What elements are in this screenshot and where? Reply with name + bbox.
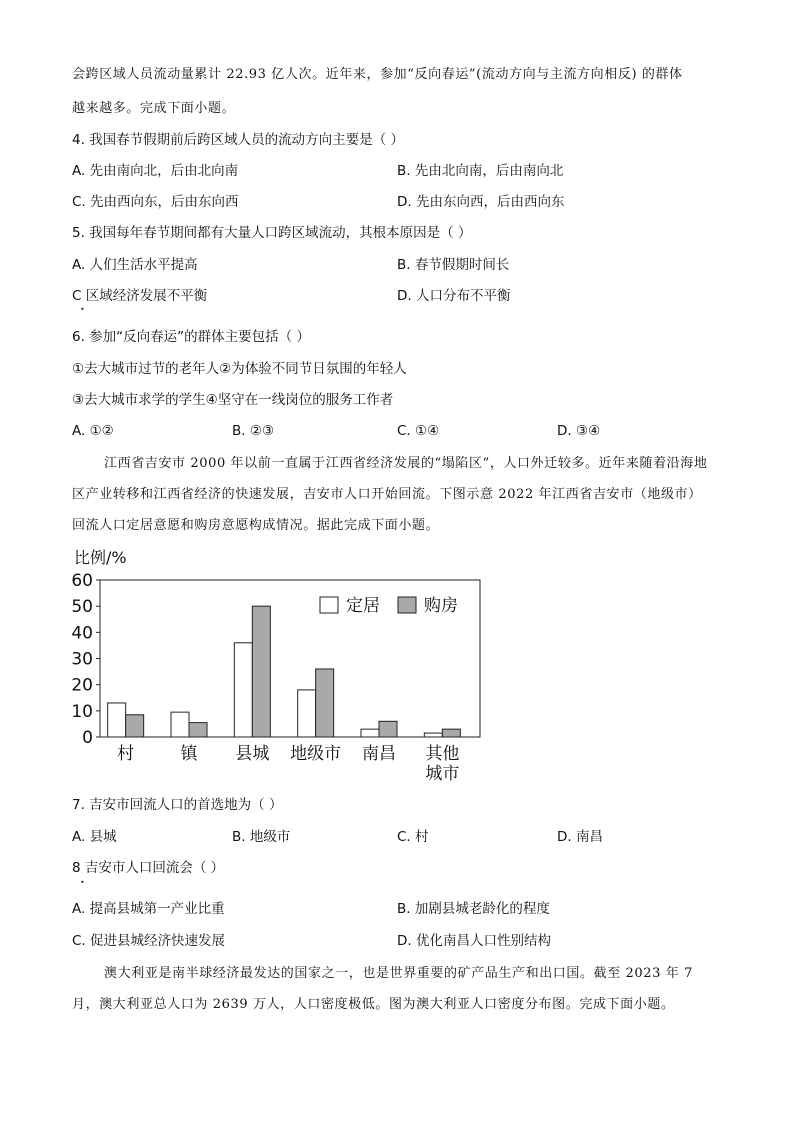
bar-series-1-3 [298, 690, 316, 737]
y-tick-label: 0 [82, 728, 93, 748]
q8-option-d[interactable]: D. 优化南昌人口性别结构 [397, 933, 551, 949]
q4-option-b[interactable]: B. 先由北向南，后由南向北 [397, 163, 564, 179]
q8-option-a[interactable]: A. 提高县城第一产业比重 [72, 901, 225, 917]
passage3-line-1: 澳大利亚是南半球经济最发达的国家之一，也是世界重要的矿产品生产和出口国。截至 2023 年 7 [104, 966, 693, 981]
y-axis-label: 比例/% [74, 548, 127, 567]
bar-series-2-1 [189, 723, 207, 737]
y-tick-label: 40 [71, 623, 93, 644]
q7-option-d[interactable]: D. 南昌 [557, 829, 603, 845]
y-tick-label: 60 [71, 571, 93, 591]
passage3-line-2: 月，澳大利亚总人口为 2639 万人，人口密度极低。图为澳大利亚人口密度分布图。完成下面小题。 [72, 997, 675, 1012]
q7-option-c[interactable]: C. 村 [397, 829, 429, 845]
q6-statement-2: ③去大城市求学的学生④坚守在一线岗位的服务工作者 [72, 392, 394, 408]
q8-stem: 8 吉安市人口回流会（ ） [72, 860, 225, 876]
q4-stem: 4. 我国春节假期前后跨区域人员的流动方向主要是（ ） [72, 132, 404, 148]
q6-option-a[interactable]: A. ①② [72, 423, 114, 439]
legend-swatch-series-2 [398, 597, 416, 613]
y-tick-label: 20 [71, 675, 93, 696]
y-tick-label: 30 [71, 649, 93, 670]
q6-option-c[interactable]: C. ①④ [397, 423, 440, 439]
bar-series-1-1 [171, 712, 189, 737]
bar-chart [70, 545, 490, 785]
intro-line-2: 越来越多。完成下面小题。 [72, 101, 236, 116]
bar-series-1-4 [361, 729, 379, 737]
q6-stem: 6. 参加“反向春运”的群体主要包括（ ） [72, 329, 310, 345]
q6-option-d[interactable]: D. ③④ [557, 423, 601, 439]
y-axis-ticks [71, 571, 100, 748]
bars [108, 606, 461, 737]
bar-series-2-2 [252, 606, 270, 737]
q8-option-b[interactable]: B. 加剧县城老龄化的程度 [397, 901, 550, 917]
q7-option-a[interactable]: A. 县城 [72, 829, 117, 845]
scan-dot: • [80, 305, 85, 314]
q7-stem: 7. 吉安市回流人口的首选地为（ ） [72, 797, 283, 813]
q8-option-c[interactable]: C. 促进县城经济快速发展 [72, 933, 226, 949]
q6-option-b[interactable]: B. ②③ [232, 423, 275, 439]
x-tick-label: 南昌 [362, 744, 396, 764]
q6-statement-1: ①去大城市过节的老年人②为体验不同节日氛围的年轻人 [72, 361, 407, 377]
x-tick-label: 城市 [425, 764, 460, 784]
x-axis-labels [117, 743, 459, 784]
q7-option-b[interactable]: B. 地级市 [232, 829, 291, 845]
x-tick-label: 地级市 [290, 744, 342, 764]
bar-series-2-4 [379, 721, 397, 737]
bar-series-1-5 [424, 733, 442, 737]
bar-series-1-0 [108, 703, 126, 737]
legend-label-series-2: 购房 [424, 596, 458, 616]
bar-series-2-3 [316, 669, 334, 737]
bar-series-2-5 [442, 729, 460, 737]
q5-option-a[interactable]: A. 人们生活水平提高 [72, 257, 198, 273]
bar-series-1-2 [234, 643, 252, 737]
passage2-line-1: 江西省吉安市 2000 年以前一直属于江西省经济发展的“塌陷区”，人口外迁较多。近年来随着沿海地 [104, 456, 708, 471]
q4-option-c[interactable]: C. 先由西向东，后由东向西 [72, 194, 239, 210]
q4-option-d[interactable]: D. 先由东向西，后由西向东 [397, 194, 565, 210]
x-tick-label: 县城 [235, 744, 270, 764]
q5-option-d[interactable]: D. 人口分布不平衡 [397, 288, 511, 304]
q4-option-a[interactable]: A. 先由南向北，后由北向南 [72, 163, 239, 179]
q5-stem: 5. 我国每年春节期间都有大量人口跨区域流动，其根本原因是（ ） [72, 225, 472, 241]
intro-line-1: 会跨区域人员流动量累计 22.93 亿人次。近年来，参加“反向春运”(流动方向与主流方向相反) 的群体 [72, 67, 683, 82]
passage2-line-3: 回流人口定居意愿和购房意愿构成情况。据此完成下面小题。 [72, 518, 440, 533]
plot-frame [100, 580, 480, 737]
legend-label-series-1: 定居 [346, 596, 380, 616]
bar-series-2-0 [126, 715, 144, 737]
legend-swatch-series-1 [320, 597, 338, 613]
q5-option-b[interactable]: B. 春节假期时间长 [397, 257, 510, 273]
x-tick-label: 其他 [425, 744, 460, 764]
x-tick-label: 村 [117, 744, 135, 764]
passage2-line-2: 区产业转移和江西省经济的快速发展，吉安市人口开始回流。下图示意 2022 年江西省吉安市（地级市） [72, 487, 702, 502]
y-tick-label: 10 [71, 701, 93, 722]
y-tick-label: 50 [71, 597, 93, 618]
x-tick-label: 镇 [180, 744, 198, 764]
q5-option-c[interactable]: C 区域经济发展不平衡 [72, 288, 208, 304]
scan-dot: • [80, 878, 85, 887]
legend [320, 596, 458, 616]
